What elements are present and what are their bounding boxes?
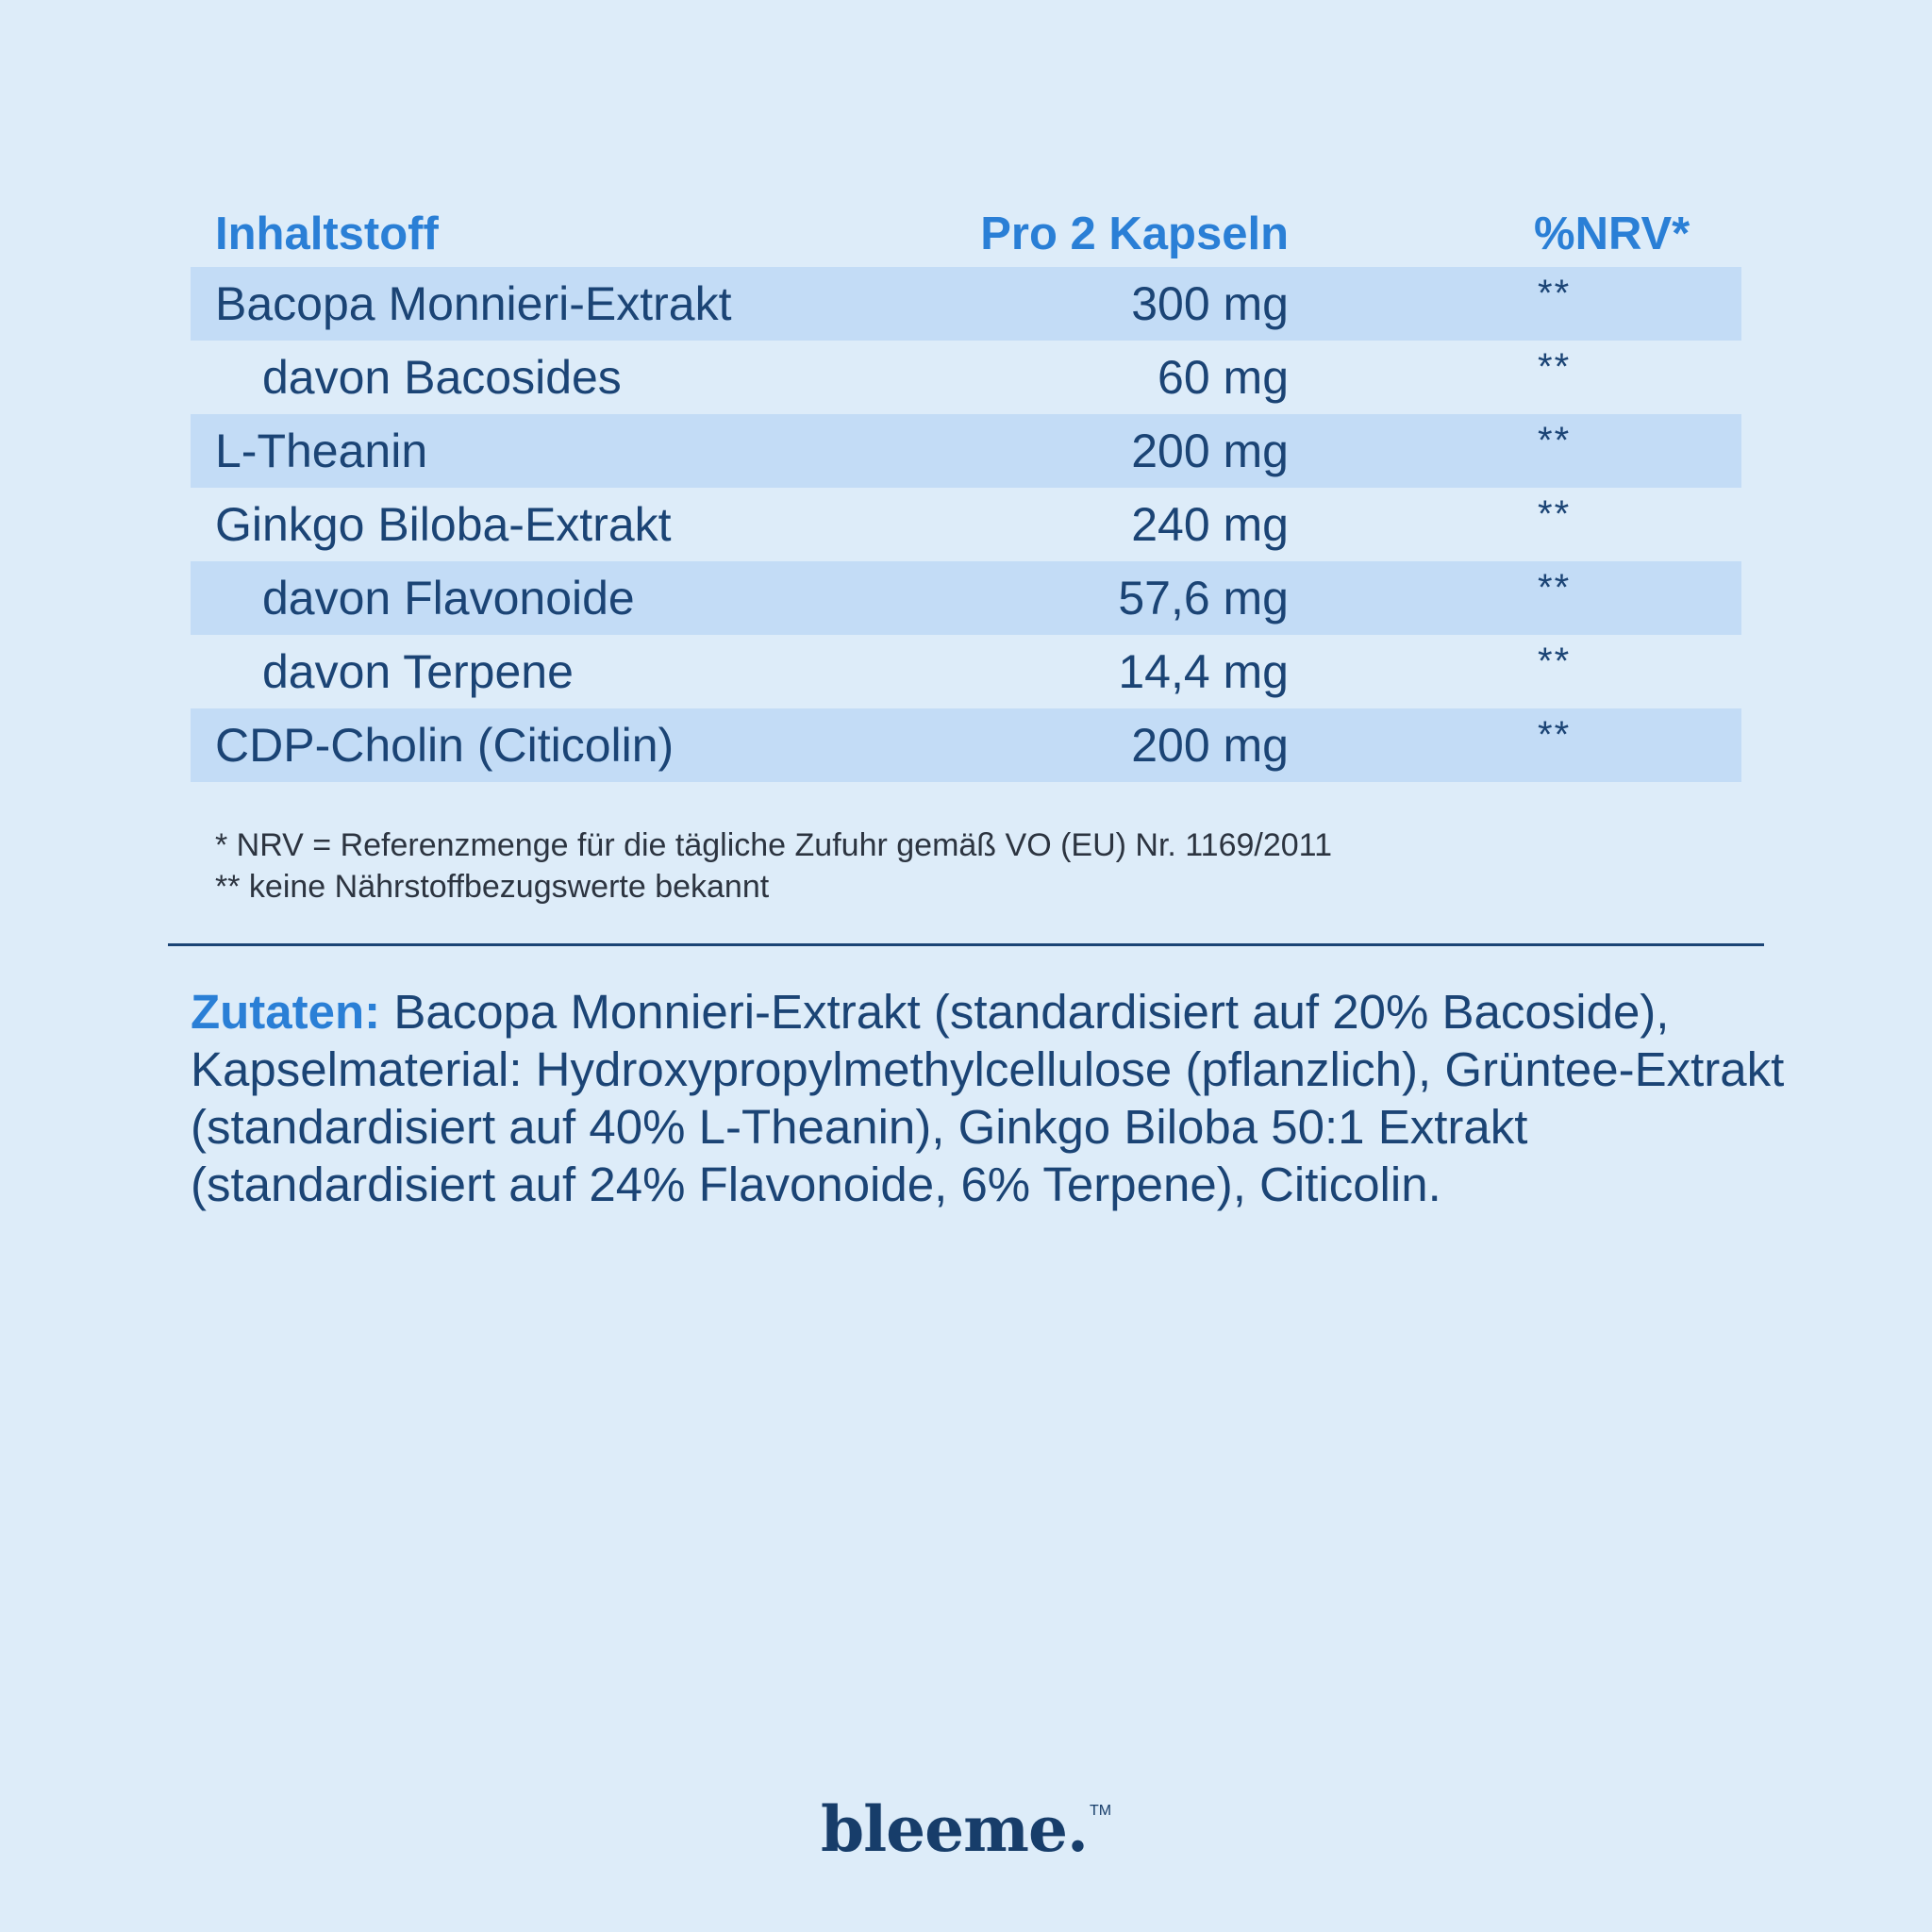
nutrition-table [191, 198, 1741, 782]
footnote-nrv: * NRV = Referenzmenge für die tägliche Zufuhr gemäß VO (EU) Nr. 1169/2011 [215, 827, 1332, 863]
footnote-no-reference: ** keine Nährstoffbezugswerte bekannt [215, 869, 770, 905]
row-amount: 60 mg [1158, 351, 1289, 404]
ingredients-label: Zutaten: [191, 985, 381, 1039]
table-row [191, 341, 1741, 414]
row-ingredient-name: davon Terpene [262, 645, 574, 698]
ingredients-paragraph [191, 983, 1794, 1213]
row-ingredient-name: Bacopa Monnieri-Extrakt [215, 277, 732, 330]
header-amount: Pro 2 Kapseln [980, 208, 1289, 259]
row-amount: 200 mg [1131, 719, 1289, 772]
row-nrv: ** [1538, 273, 1572, 314]
table-row [191, 561, 1741, 635]
table-row [191, 708, 1741, 782]
row-nrv: ** [1538, 567, 1572, 608]
table-row [191, 267, 1741, 341]
section-divider [168, 943, 1764, 946]
row-ingredient-name: davon Flavonoide [262, 572, 635, 625]
row-amount: 57,6 mg [1118, 572, 1289, 625]
row-ingredient-name: CDP-Cholin (Citicolin) [215, 719, 675, 772]
row-nrv: ** [1538, 493, 1572, 535]
table-row [191, 414, 1741, 488]
brand-logo-text: bleeme. [820, 1792, 1088, 1866]
footnotes [215, 824, 1332, 908]
table-header [191, 198, 1741, 267]
row-ingredient-name: davon Bacosides [262, 351, 622, 404]
trademark-mark: TM [1089, 1803, 1112, 1819]
row-ingredient-name: L-Theanin [215, 425, 428, 477]
header-ingredient: Inhaltstoff [215, 208, 439, 259]
table-row [191, 635, 1741, 708]
row-amount: 200 mg [1131, 425, 1289, 477]
row-nrv: ** [1538, 641, 1572, 682]
row-amount: 240 mg [1131, 498, 1289, 551]
row-nrv: ** [1538, 420, 1572, 461]
table-row [191, 488, 1741, 561]
row-amount: 14,4 mg [1118, 645, 1289, 698]
ingredients-text: Bacopa Monnieri-Extrakt (standardisiert auf 20% Bacoside), Kapselmaterial: Hydroxypropylmethylcellulose (pflanzlich), Grüntee-Extrakt (standardisiert auf 40% L-Theanin), Ginkgo Biloba 50:1 Extrakt (standardisiert auf 24% Flavonoide, 6% Terpene), Citicolin. [191, 985, 1785, 1211]
row-nrv: ** [1538, 714, 1572, 756]
header-nrv: %NRV* [1534, 208, 1690, 259]
row-nrv: ** [1538, 346, 1572, 388]
row-ingredient-name: Ginkgo Biloba-Extrakt [215, 498, 672, 551]
brand-logo [0, 1792, 1932, 1866]
row-amount: 300 mg [1131, 277, 1289, 330]
